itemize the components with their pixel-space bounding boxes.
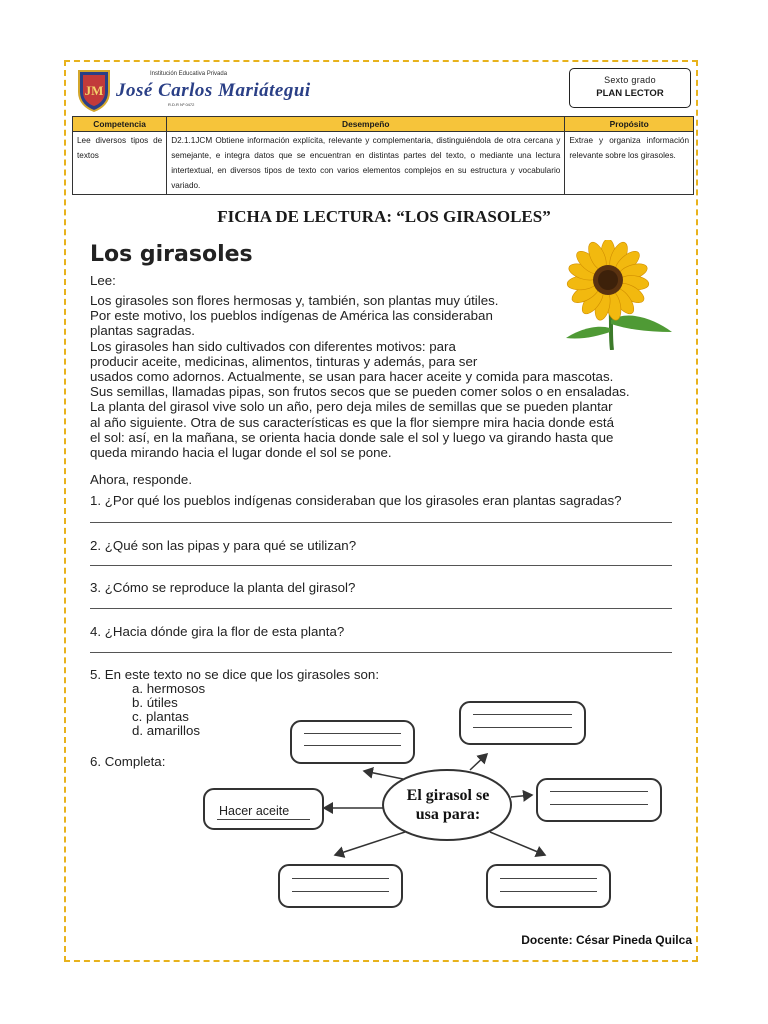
header-proposito: Propósito (565, 117, 694, 132)
question-4: 4. ¿Hacia dónde gira la flor de esta planta? (90, 624, 345, 639)
question-1: 1. ¿Por qué los pueblos indígenas consideraban que los girasoles eran plantas sagradas? (90, 493, 622, 508)
reading-line: La planta del girasol vive solo un año, pero deja miles de semillas que se pueden plantar (90, 399, 613, 415)
cell-proposito: Extrae y organiza información relevante sobre los girasoles. (565, 132, 694, 195)
svg-text:JM: JM (84, 83, 104, 98)
reading-line: el sol: así, en la mañana, se orienta hacia donde sale el sol y luego va girando hasta que (90, 429, 614, 445)
question-6: 6. Completa: (90, 754, 166, 769)
reading-heading: Los girasoles (90, 242, 253, 267)
reading-line: Los girasoles son flores hermosas y, también, son plantas muy útiles. (90, 293, 499, 308)
reading-line: producir aceite, medicinas, alimentos, tinturas y además, para ser (90, 353, 478, 369)
reading-line: al año siguiente. Otra de sus características es que la flor siempre mira hacia donde está (90, 414, 615, 430)
reading-line: queda mirando hacia el lugar donde el sol se pone. (90, 445, 392, 461)
option-a: a. hermosos (132, 681, 206, 696)
reading-instruction: Lee: (90, 273, 116, 288)
diagram-center-line2: usa para: (415, 806, 481, 823)
questions-intro: Ahora, responde. (90, 472, 193, 487)
question-2: 2. ¿Qué son las pipas y para qué se utilizan? (90, 538, 357, 553)
diagram-box-2[interactable] (459, 701, 586, 745)
institution-type: Institución Educativa Privada (150, 71, 228, 77)
diagram-box-6[interactable] (486, 864, 611, 908)
option-d: d. amarillos (132, 723, 200, 738)
diagram-box-1[interactable] (290, 720, 415, 764)
reading-line: Por este motivo, los pueblos indígenas de América las consideraban (90, 308, 493, 324)
worksheet-title: FICHA DE LECTURA: “LOS GIRASOLES” (217, 207, 551, 226)
program-label: PLAN LECTOR (596, 88, 664, 99)
institution-name: José Carlos Mariátegui (116, 80, 311, 101)
reading-line: usados como adornos. Actualmente, se usan para hacer aceite y comida para mascotas. (90, 369, 614, 385)
cell-desempeno: D2.1.1JCM Obtiene información explícita, relevante y complementaria, distinguiéndola de otra cercana y semejante, e integra datos que se encuentran en distintas partes del texto, o mediante una lectura intertextual, en diversos tipos de texto con varios elementos complejos en su estructura y vocabulario variado. (167, 132, 565, 195)
diagram-center-line1: El girasol se (406, 787, 490, 804)
institution-rdr: R.D.R Nº 0472 (168, 102, 195, 107)
header-competencia: Competencia (73, 117, 167, 132)
reading-line: Los girasoles han sido cultivados con diferentes motivos: para (90, 338, 456, 354)
diagram-box-5[interactable] (278, 864, 403, 908)
option-b: b. útiles (132, 695, 178, 710)
option-c: c. plantas (132, 709, 189, 724)
header-desempeno: Desempeño (167, 117, 565, 132)
grade-label: Sexto grado (604, 75, 656, 85)
cell-competencia: Lee diversos tipos de textos (73, 132, 167, 195)
question-3: 3. ¿Cómo se reproduce la planta del girasol? (90, 580, 356, 595)
diagram-box-filled-text: Hacer aceite (219, 804, 290, 818)
reading-line: Sus semillas, llamadas pipas, son frutos secos que se pueden comer solos o en ensaladas. (90, 384, 630, 400)
reading-line: plantas sagradas. (90, 323, 195, 339)
question-5: 5. En este texto no se dice que los girasoles son: (90, 667, 380, 682)
diagram-box-3[interactable] (536, 778, 662, 822)
teacher-name: Docente: César Pineda Quilca (521, 933, 692, 947)
